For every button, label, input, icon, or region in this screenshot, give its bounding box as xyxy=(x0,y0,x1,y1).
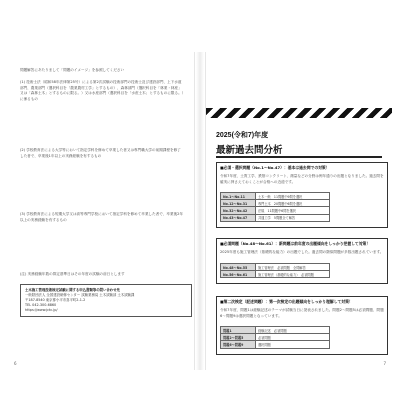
box3-body: 令和7年度、問題1は経験記述のテーマが試験当日に発表されました。問題2～問題5は必須問題、問題6～問題9は選択問題となっています。 xyxy=(220,308,384,318)
paragraph-1: (1) 技術士法（昭和58年法律第25号）による第2次試験の技術部門の技術士及び建設部門、上下水道部門、農業部門（選択科目を「農業農村工学」とするもの）、森林部門（選択科目を「林業・林産」又は「森林土木」とするものに限る。）又は水産部門（選択科目を「水産土木」とするものに限る。）に係るもの xyxy=(20,80,184,101)
table-value: 必須問題 xyxy=(256,334,330,341)
right-page xyxy=(206,52,392,370)
contact-url[interactable]: https://www.jctc.jp/ xyxy=(25,308,58,312)
contact-box-title: 土木施工管理技術検定試験に関する申込書類等の問い合わせ先 xyxy=(25,288,120,292)
contact-org: 一般財団法人 全国建設研修センター 試験業務局 土木試験部 土木試験課 xyxy=(25,293,135,297)
analysis-box-3 xyxy=(216,296,388,355)
table-value: 法規 11問題中6問を選択 xyxy=(256,207,330,214)
table-row xyxy=(221,214,330,221)
left-page xyxy=(8,52,194,370)
contact-box xyxy=(20,284,192,317)
table-row xyxy=(221,264,330,271)
table-row xyxy=(221,207,330,214)
box1-heading: ■必須・選択問題（No.1～No.47）：基本は過去問での対策！ xyxy=(217,163,387,173)
table-key: No.56～No.61 xyxy=(221,271,256,278)
box2-table xyxy=(220,263,330,278)
box1-table xyxy=(220,192,330,222)
title-underline xyxy=(216,156,382,158)
analysis-box-2 xyxy=(216,238,388,284)
table-key: 問題6～問題9 xyxy=(221,341,256,348)
book-gutter xyxy=(196,52,204,370)
table-row xyxy=(221,334,330,341)
contact-tel: TEL 042-300-6860 xyxy=(25,303,57,307)
note-text: (注) 実務経験年数の算定基準日はその年度の試験の前日とします xyxy=(20,272,125,276)
table-key: No.1～No.11 xyxy=(221,193,256,200)
table-row xyxy=(221,200,330,207)
table-row xyxy=(221,327,330,334)
paragraph-2: (2) 学校教育法による大学等において指定学科を修めて卒業した者又は専門職大学の前期課程を修了した者で、卒業後1年以上の実務経験を有するもの xyxy=(20,148,181,158)
main-title: 最新過去問分析 xyxy=(216,145,283,156)
year-title: 2025(令和7)年度 xyxy=(216,132,269,139)
intro-text: 問題解答にあたりまして「問題のイメージ」を参照してください xyxy=(20,68,125,72)
box2-heading: ■必須問題（No.48～No.61）：新問題は前年度の出題傾向をしっかり把握して対策！ xyxy=(217,239,387,249)
table-value: 選択問題 xyxy=(256,341,330,348)
page-number-right: 7 xyxy=(383,361,386,366)
table-value: 土木一般 11問題中9問を選択 xyxy=(256,193,330,200)
page-number-left: 6 xyxy=(14,361,17,366)
box2-body: 2025年度も施工管理法（基礎的な能力）の出題でした。過去問の類似問題が多数出題されています。 xyxy=(220,250,384,254)
paragraph-3: (3) 学校教育法による短期大学又は高等専門学校において指定学科を修めて卒業した者で、卒業後2年以上の実務経験を有するもの xyxy=(20,212,183,222)
box3-heading: ■第二次検定（記述問題）：第一次検定の出題傾向をしっかり理解して対策！ xyxy=(217,297,387,307)
table-key: No.32～No.42 xyxy=(221,207,256,214)
table-value: 施工管理法（基礎的な能力） 必須問題 xyxy=(256,271,330,278)
box1-body: 令和7年度、土質工学、鉄筋コンクリート、測量などの分野は例年通りの出題となりました。過去問を確実に押さえておくことが合格への近道です。 xyxy=(220,174,384,184)
table-key: No.12～No.31 xyxy=(221,200,256,207)
table-row xyxy=(221,341,330,348)
hazard-stripe-band xyxy=(206,108,392,118)
table-key: No.43～No.47 xyxy=(221,214,256,221)
box3-table xyxy=(220,326,330,349)
table-key: No.48～No.55 xyxy=(221,264,256,271)
table-row xyxy=(221,193,330,200)
table-key: 問題1 xyxy=(221,327,256,334)
analysis-box-1 xyxy=(216,162,388,228)
table-row xyxy=(221,271,330,278)
table-value: 施工管理法 必須問題 全問解答 xyxy=(256,264,330,271)
table-value: 経験記述 必須問題 xyxy=(256,327,330,334)
table-value: 共通工学 5問題全て解答 xyxy=(256,214,330,221)
table-key: 問題2～問題5 xyxy=(221,334,256,341)
contact-address: 〒187-8540 東京都小平市喜平町2-1-2 xyxy=(25,298,86,302)
table-value: 専門土木 20問題中6問を選択 xyxy=(256,200,330,207)
